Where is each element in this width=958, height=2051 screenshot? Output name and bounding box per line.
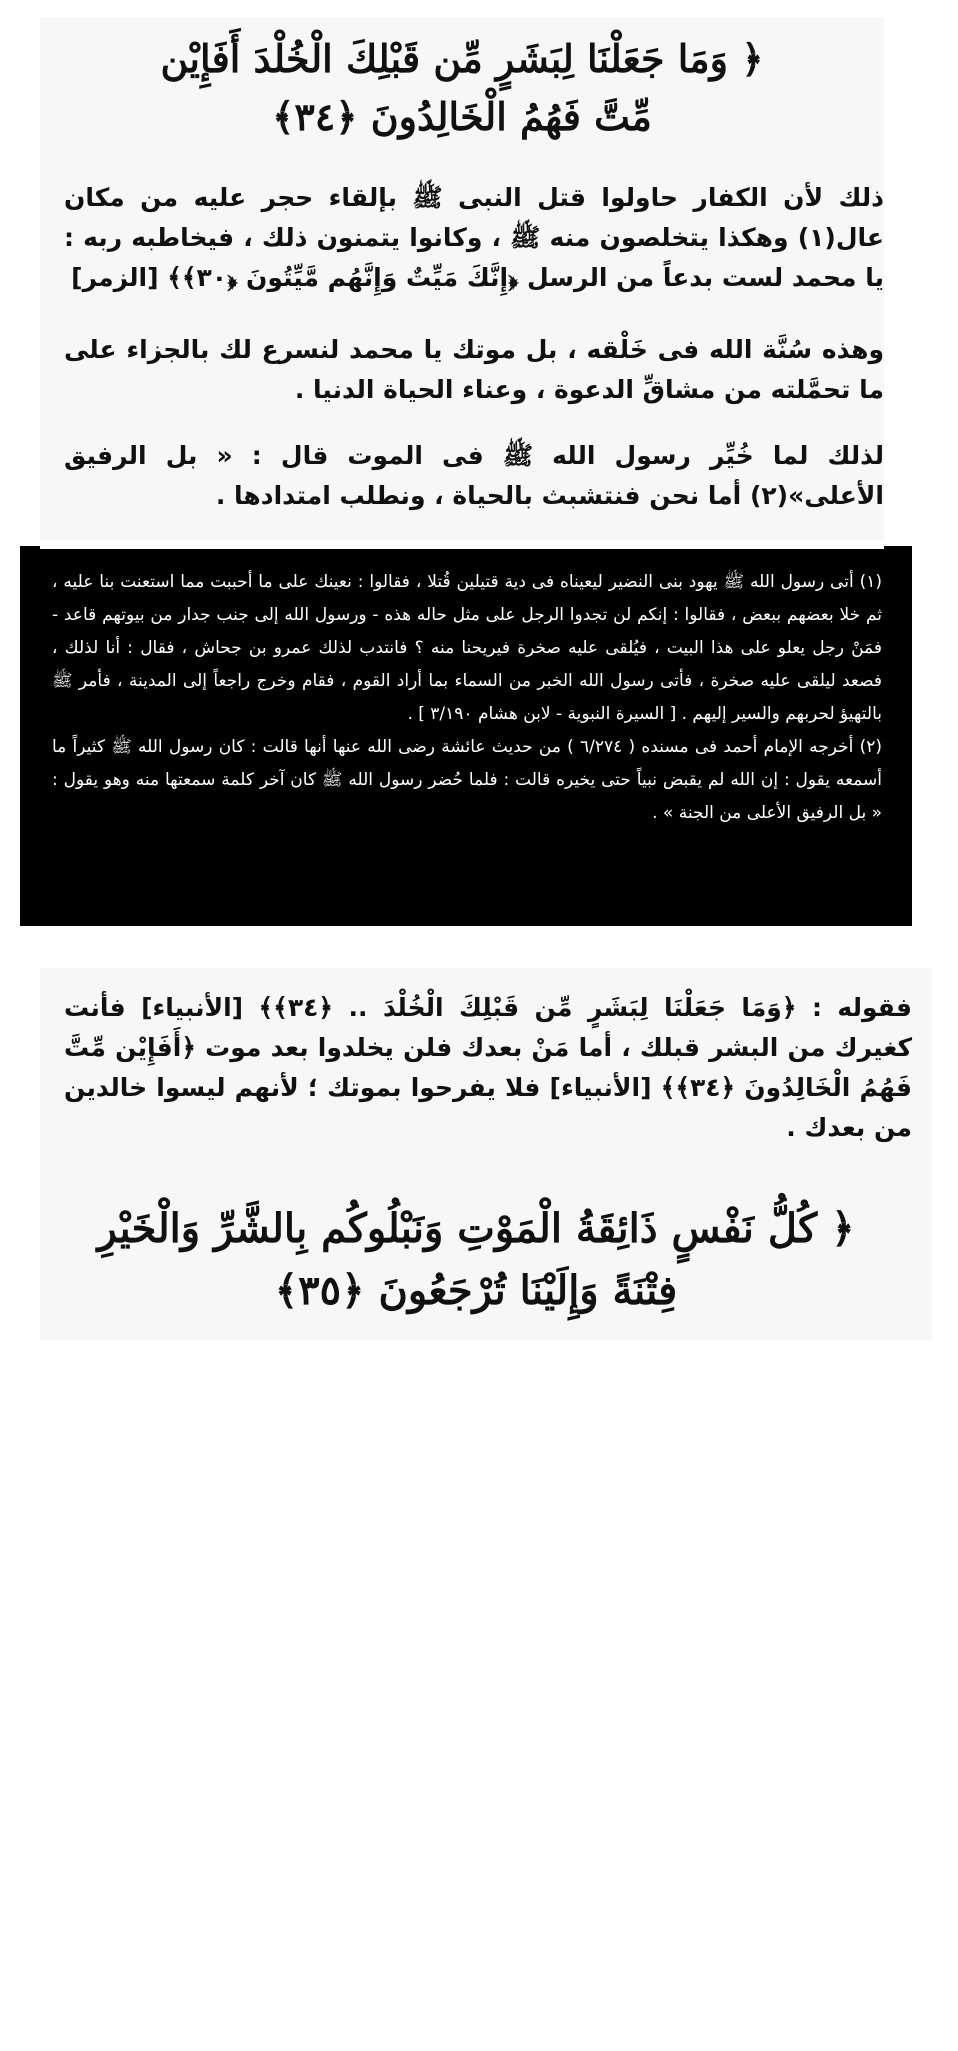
verse-line: ﴿ كُلُّ نَفْسٍ ذَائِقَةُ الْمَوْتِ وَنَبْلُوكُم بِالشَّرِّ وَالْخَيْرِ <box>97 1205 855 1252</box>
verse-line: فِتْنَةً وَإِلَيْنَا تُرْجَعُونَ ﴿٣٥﴾ <box>274 1267 678 1314</box>
verse-35 <box>60 1198 892 1322</box>
verse-line: مِّتَّ فَهُمُ الْخَالِدُونَ ﴿٣٤﴾ <box>272 94 652 139</box>
footnote-2: (٢) أخرجه الإمام أحمد فى مسنده ( ٦/٢٧٤ ) من حديث عائشة رضى الله عنها أنها قالت : كان رسول الله ﷺ كثيراً ما أسمعه يقول : إن الله لم يقبض نبياً حتى يخيره قالت : فلما حُضر رسول الله ﷺ كان آخر كلمة سمعتها منه وهو يقول : « بل الرفيق الأعلى من الجنة » . <box>52 737 882 823</box>
commentary-paragraph: وهذه سُنَّة الله فى خَلْقه ، بل موتك يا محمد لنسرع لك بالجزاء على ما تحمَّلته من مشاقِّ الدعوة ، وعناء الحياة الدنيا . <box>64 335 884 404</box>
commentary-paragraph: لذلك لما خُيِّر رسول الله ﷺ فى الموت قال : « بل الرفيق الأعلى»(٢) أما نحن فنتشبث بالحياة ، ونطلب امتدادها . <box>64 441 884 510</box>
commentary-paragraph: ذلك لأن الكفار حاولوا قتل النبى ﷺ بإلقاء حجر عليه من مكان عال(١) وهكذا يتخلصون منه ﷺ ، وكانوا يتمنون ذلك ، فيخاطبه ربه : يا محمد لست بدعاً من الرسل ﴿إِنَّكَ مَيِّتٌ وَإِنَّهُم مَّيِّتُونَ ﴿٣٠﴾﴾ [الزمر] <box>64 183 884 292</box>
commentary-paragraph: فقوله : ﴿وَمَا جَعَلْنَا لِبَشَرٍ مِّن قَبْلِكَ الْخُلْدَ .. ﴿٣٤﴾﴾ [الأنبياء] فأنت كغيرك من البشر قبلك ، أما مَنْ بعدك فلن يخلدوا بعد موت ﴿أَفَإِيْن مِّتَّ فَهُمُ الْخَالِدُونَ ﴿٣٤﴾﴾ [الأنبياء] فلا يفرحوا بموتك ؛ لأنهم ليسوا خالدين من بعدك . <box>64 993 912 1142</box>
footnote-1: (١) أتى رسول الله ﷺ يهود بنى النضير ليعيناه فى دية قتيلين قُتلا ، فقالوا : نعينك على ما أحببت مما استعنت بنا عليه ، ثم خلا بعضهم ببعض ، فقالوا : إنكم لن تجدوا الرجل على مثل حاله هذه - ورسول الله إلى جنب جدار من بيوتهم قاعد - فمَنْ رجل يعلو على هذا البيت ، فيُلقى عليه صخرة فيريحنا منه ؟ فانتدب لذلك عمرو بن جحاش ، فقال : أنا لذلك ، فصعد ليلقى عليه صخرة ، فأتى رسول الله الخبر من السماء بما أراد القوم ، فقام وخرج راجعاً إلى المدينة ، فأمر ﷺ بالتهيؤ لحربهم والسير إليهم . [ السيرة النبوية - لابن هشام ٣/١٩٠ ] . <box>52 572 882 724</box>
verse-34-header <box>60 30 864 146</box>
verse-line: ﴿ وَمَا جَعَلْنَا لِبَشَرٍ مِّن قَبْلِكَ الْخُلْدَ أَفَإِيْن <box>160 36 764 81</box>
footnotes-text <box>52 566 882 830</box>
footnote-divider <box>40 546 884 549</box>
